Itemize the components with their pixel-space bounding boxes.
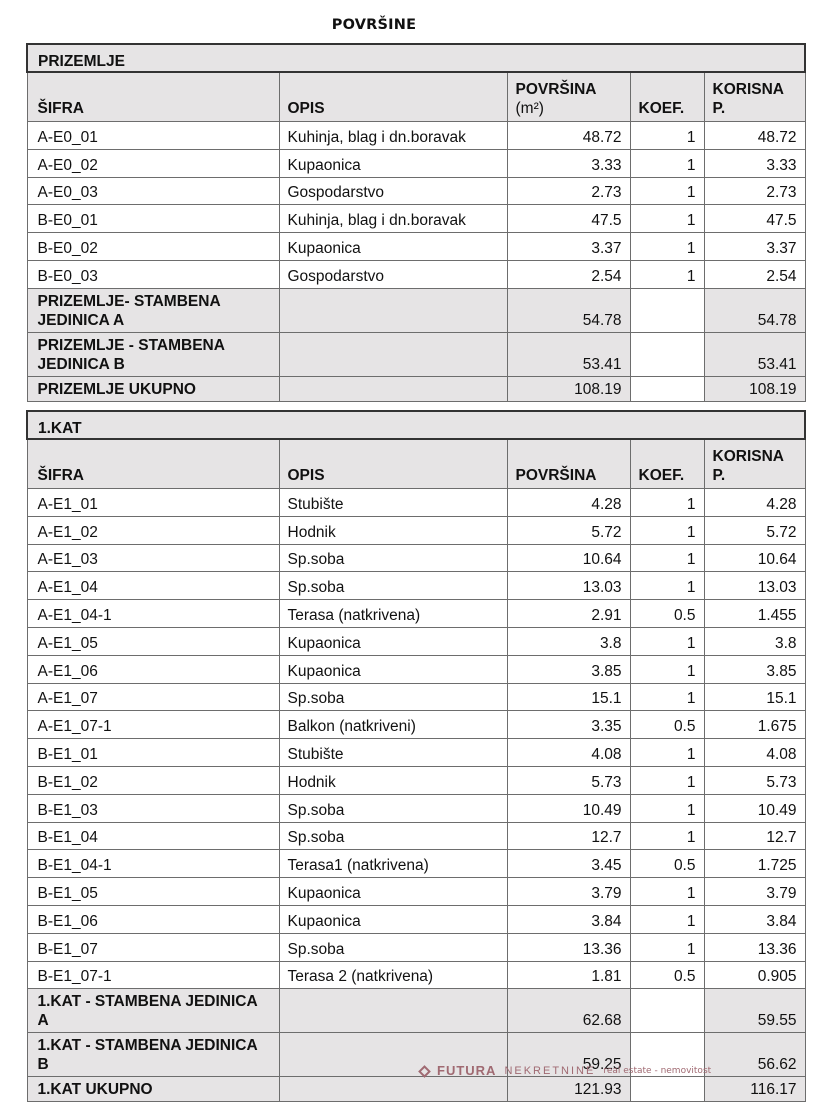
cell-opis: Kupaonica (279, 878, 507, 906)
summary-label-line1: 1.KAT - STAMBENA JEDINICA (37, 993, 258, 1011)
cell-opis: Terasa1 (natkrivena) (279, 850, 507, 878)
summary-povrsina: 53.41 (507, 332, 630, 376)
cell-koef: 1 (630, 655, 704, 683)
cell-koef: 1 (630, 544, 704, 572)
table-row (27, 683, 805, 711)
cell-korisna: 4.08 (704, 739, 805, 767)
cell-koef: 0.5 (630, 711, 704, 739)
table-row (27, 711, 805, 739)
summary-label-line2: JEDINICA A (37, 311, 125, 329)
cell-korisna: 3.37 (704, 233, 805, 261)
cell-koef: 1 (630, 627, 704, 655)
cell-sifra: B-E1_04-1 (27, 850, 279, 878)
cell-korisna: 1.455 (704, 600, 805, 628)
cell-sifra: B-E1_05 (27, 878, 279, 906)
cell-povrsina: 3.84 (507, 905, 630, 933)
table-row (27, 766, 805, 794)
summary-label-line1: PRIZEMLJE - STAMBENA (37, 336, 225, 354)
column-header-row (27, 439, 805, 489)
cell-povrsina: 1.81 (507, 961, 630, 989)
cell-opis: Hodnik (279, 766, 507, 794)
cell-opis: Kuhinja, blag i dn.boravak (279, 122, 507, 150)
page-title: POVRŠINE (331, 17, 417, 33)
prizemlje-table (26, 43, 806, 402)
cell-opis: Kupaonica (279, 655, 507, 683)
cell-koef: 1 (630, 933, 704, 961)
summary-povrsina: 54.78 (507, 288, 630, 332)
cell-opis: Sp.soba (279, 794, 507, 822)
cell-povrsina: 10.64 (507, 544, 630, 572)
diamond-logo-icon (418, 1065, 431, 1078)
table-row (27, 489, 805, 517)
cell-opis: Kupaonica (279, 905, 507, 933)
cell-sifra: A-E1_01 (27, 489, 279, 517)
summary-label-line2: JEDINICA B (37, 355, 125, 373)
cell-koef: 1 (630, 177, 704, 205)
kat1-table (26, 410, 806, 1102)
cell-korisna: 10.49 (704, 794, 805, 822)
table-row (27, 878, 805, 906)
cell-korisna: 2.73 (704, 177, 805, 205)
cell-sifra: B-E1_07 (27, 933, 279, 961)
cell-sifra: A-E1_04 (27, 572, 279, 600)
table-row (27, 149, 805, 177)
col-header-opis: OPIS (279, 72, 507, 122)
table-row (27, 177, 805, 205)
table-row (27, 572, 805, 600)
cell-korisna: 47.5 (704, 205, 805, 233)
total-koef-empty (630, 376, 704, 401)
col-header-korisna-line1: KORISNA (712, 81, 784, 98)
cell-opis: Sp.soba (279, 822, 507, 850)
summary-row (27, 332, 805, 376)
cell-opis: Kuhinja, blag i dn.boravak (279, 205, 507, 233)
summary-korisna: 59.55 (704, 989, 805, 1033)
cell-korisna: 3.33 (704, 149, 805, 177)
cell-sifra: B-E1_04 (27, 822, 279, 850)
cell-povrsina: 3.35 (507, 711, 630, 739)
cell-opis: Sp.soba (279, 683, 507, 711)
summary-label (27, 288, 279, 332)
cell-povrsina: 4.28 (507, 489, 630, 517)
cell-sifra: B-E1_02 (27, 766, 279, 794)
cell-opis: Hodnik (279, 516, 507, 544)
cell-korisna: 15.1 (704, 683, 805, 711)
futura-watermark-logo (420, 1063, 820, 1079)
cell-korisna: 3.8 (704, 627, 805, 655)
col-header-korisna (704, 439, 805, 489)
cell-koef: 1 (630, 205, 704, 233)
table-row (27, 260, 805, 288)
summary-opis-empty (279, 989, 507, 1033)
total-koef-empty (630, 1077, 704, 1102)
section-title-row (27, 44, 805, 72)
cell-opis: Sp.soba (279, 544, 507, 572)
cell-opis: Kupaonica (279, 149, 507, 177)
cell-povrsina: 3.85 (507, 655, 630, 683)
col-header-povrsina: POVRŠINA (507, 439, 630, 489)
cell-korisna: 12.7 (704, 822, 805, 850)
table-row (27, 822, 805, 850)
table-row (27, 850, 805, 878)
cell-opis: Gospodarstvo (279, 177, 507, 205)
cell-povrsina: 12.7 (507, 822, 630, 850)
cell-povrsina: 48.72 (507, 122, 630, 150)
cell-opis: Gospodarstvo (279, 260, 507, 288)
column-header-row (27, 72, 805, 122)
cell-koef: 1 (630, 572, 704, 600)
col-header-povrsina-unit: (m²) (515, 100, 544, 117)
cell-povrsina: 3.33 (507, 149, 630, 177)
total-opis-empty (279, 1077, 507, 1102)
cell-povrsina: 13.03 (507, 572, 630, 600)
cell-opis: Stubište (279, 489, 507, 517)
cell-korisna: 1.725 (704, 850, 805, 878)
cell-povrsina: 2.91 (507, 600, 630, 628)
table-row (27, 516, 805, 544)
total-korisna: 116.17 (704, 1077, 805, 1102)
cell-sifra: B-E0_03 (27, 260, 279, 288)
cell-opis: Balkon (natkriveni) (279, 711, 507, 739)
cell-opis: Terasa 2 (natkrivena) (279, 961, 507, 989)
cell-korisna: 13.36 (704, 933, 805, 961)
cell-koef: 1 (630, 122, 704, 150)
cell-povrsina: 3.79 (507, 878, 630, 906)
cell-sifra: A-E1_07-1 (27, 711, 279, 739)
table-row (27, 655, 805, 683)
cell-povrsina: 3.37 (507, 233, 630, 261)
cell-koef: 1 (630, 739, 704, 767)
col-header-sifra: ŠIFRA (27, 72, 279, 122)
cell-korisna: 1.675 (704, 711, 805, 739)
cell-korisna: 3.79 (704, 878, 805, 906)
total-opis-empty (279, 376, 507, 401)
col-header-povrsina-line1: POVRŠINA (515, 81, 597, 98)
col-header-korisna-line2: P. (712, 467, 726, 484)
table-row (27, 739, 805, 767)
summary-opis-empty (279, 332, 507, 376)
cell-povrsina: 5.72 (507, 516, 630, 544)
cell-koef: 0.5 (630, 600, 704, 628)
summary-opis-empty (279, 288, 507, 332)
cell-korisna: 48.72 (704, 122, 805, 150)
cell-povrsina: 2.54 (507, 260, 630, 288)
cell-sifra: A-E1_05 (27, 627, 279, 655)
cell-povrsina: 3.8 (507, 627, 630, 655)
watermark-brand: FUTURA (437, 1063, 497, 1078)
cell-koef: 1 (630, 260, 704, 288)
cell-koef: 1 (630, 149, 704, 177)
cell-koef: 0.5 (630, 850, 704, 878)
cell-opis: Kupaonica (279, 627, 507, 655)
cell-koef: 1 (630, 822, 704, 850)
total-korisna: 108.19 (704, 376, 805, 401)
table-row (27, 794, 805, 822)
total-row (27, 1077, 805, 1102)
summary-label-line1: PRIZEMLJE- STAMBENA (37, 292, 221, 310)
table-row (27, 233, 805, 261)
cell-povrsina: 5.73 (507, 766, 630, 794)
summary-koef-empty (630, 288, 704, 332)
col-header-korisna-line2: P. (712, 100, 726, 117)
cell-korisna: 0.905 (704, 961, 805, 989)
summary-korisna: 54.78 (704, 288, 805, 332)
summary-korisna: 56.62 (704, 1033, 805, 1077)
table-row (27, 933, 805, 961)
cell-sifra: B-E1_01 (27, 739, 279, 767)
summary-koef-empty (630, 989, 704, 1033)
table-row (27, 600, 805, 628)
summary-row (27, 288, 805, 332)
summary-label (27, 1033, 279, 1077)
watermark-tagline: real estate - nemovitost (603, 1066, 712, 1076)
section-title: 1.KAT (27, 411, 805, 439)
cell-povrsina: 10.49 (507, 794, 630, 822)
section-title: PRIZEMLJE (27, 44, 805, 72)
cell-opis: Stubište (279, 739, 507, 767)
summary-povrsina: 59.25 (507, 1033, 630, 1077)
summary-label-line2: A (37, 1012, 49, 1030)
cell-sifra: B-E0_01 (27, 205, 279, 233)
section-title-row (27, 411, 805, 439)
cell-koef: 1 (630, 489, 704, 517)
cell-korisna: 5.72 (704, 516, 805, 544)
cell-opis: Sp.soba (279, 572, 507, 600)
cell-opis: Kupaonica (279, 233, 507, 261)
cell-sifra: B-E1_07-1 (27, 961, 279, 989)
cell-sifra: B-E1_03 (27, 794, 279, 822)
watermark-subtitle: NEKRETNINE (504, 1065, 596, 1077)
cell-povrsina: 3.45 (507, 850, 630, 878)
total-row (27, 376, 805, 401)
cell-korisna: 4.28 (704, 489, 805, 517)
col-header-korisna (704, 72, 805, 122)
cell-sifra: A-E1_03 (27, 544, 279, 572)
cell-korisna: 10.64 (704, 544, 805, 572)
cell-sifra: A-E1_02 (27, 516, 279, 544)
cell-korisna: 2.54 (704, 260, 805, 288)
summary-row (27, 989, 805, 1033)
col-header-opis: OPIS (279, 439, 507, 489)
col-header-povrsina (507, 72, 630, 122)
cell-opis: Sp.soba (279, 933, 507, 961)
cell-koef: 1 (630, 516, 704, 544)
cell-korisna: 5.73 (704, 766, 805, 794)
table-row (27, 544, 805, 572)
cell-koef: 1 (630, 683, 704, 711)
total-povrsina: 108.19 (507, 376, 630, 401)
summary-label-line1: 1.KAT - STAMBENA JEDINICA (37, 1037, 258, 1055)
table-row (27, 627, 805, 655)
cell-sifra: A-E0_03 (27, 177, 279, 205)
cell-povrsina: 47.5 (507, 205, 630, 233)
cell-sifra: B-E1_06 (27, 905, 279, 933)
col-header-koef: KOEF. (630, 72, 704, 122)
cell-sifra: A-E0_02 (27, 149, 279, 177)
cell-povrsina: 13.36 (507, 933, 630, 961)
summary-koef-empty (630, 332, 704, 376)
cell-koef: 1 (630, 766, 704, 794)
cell-povrsina: 2.73 (507, 177, 630, 205)
total-povrsina: 121.93 (507, 1077, 630, 1102)
cell-koef: 1 (630, 878, 704, 906)
cell-korisna: 3.85 (704, 655, 805, 683)
cell-koef: 1 (630, 905, 704, 933)
col-header-korisna-line1: KORISNA (712, 448, 784, 465)
table-row (27, 122, 805, 150)
table-row (27, 905, 805, 933)
table-row (27, 961, 805, 989)
cell-opis: Terasa (natkrivena) (279, 600, 507, 628)
cell-korisna: 3.84 (704, 905, 805, 933)
table-row (27, 205, 805, 233)
col-header-sifra: ŠIFRA (27, 439, 279, 489)
total-label: PRIZEMLJE UKUPNO (27, 376, 279, 401)
col-header-koef: KOEF. (630, 439, 704, 489)
cell-sifra: A-E0_01 (27, 122, 279, 150)
cell-povrsina: 15.1 (507, 683, 630, 711)
cell-sifra: A-E1_04-1 (27, 600, 279, 628)
summary-label (27, 989, 279, 1033)
cell-povrsina: 4.08 (507, 739, 630, 767)
cell-koef: 0.5 (630, 961, 704, 989)
summary-label-line2: B (37, 1056, 49, 1074)
cell-sifra: B-E0_02 (27, 233, 279, 261)
cell-sifra: A-E1_07 (27, 683, 279, 711)
cell-korisna: 13.03 (704, 572, 805, 600)
cell-sifra: A-E1_06 (27, 655, 279, 683)
total-label: 1.KAT UKUPNO (27, 1077, 279, 1102)
cell-koef: 1 (630, 233, 704, 261)
cell-koef: 1 (630, 794, 704, 822)
summary-korisna: 53.41 (704, 332, 805, 376)
summary-povrsina: 62.68 (507, 989, 630, 1033)
summary-label (27, 332, 279, 376)
